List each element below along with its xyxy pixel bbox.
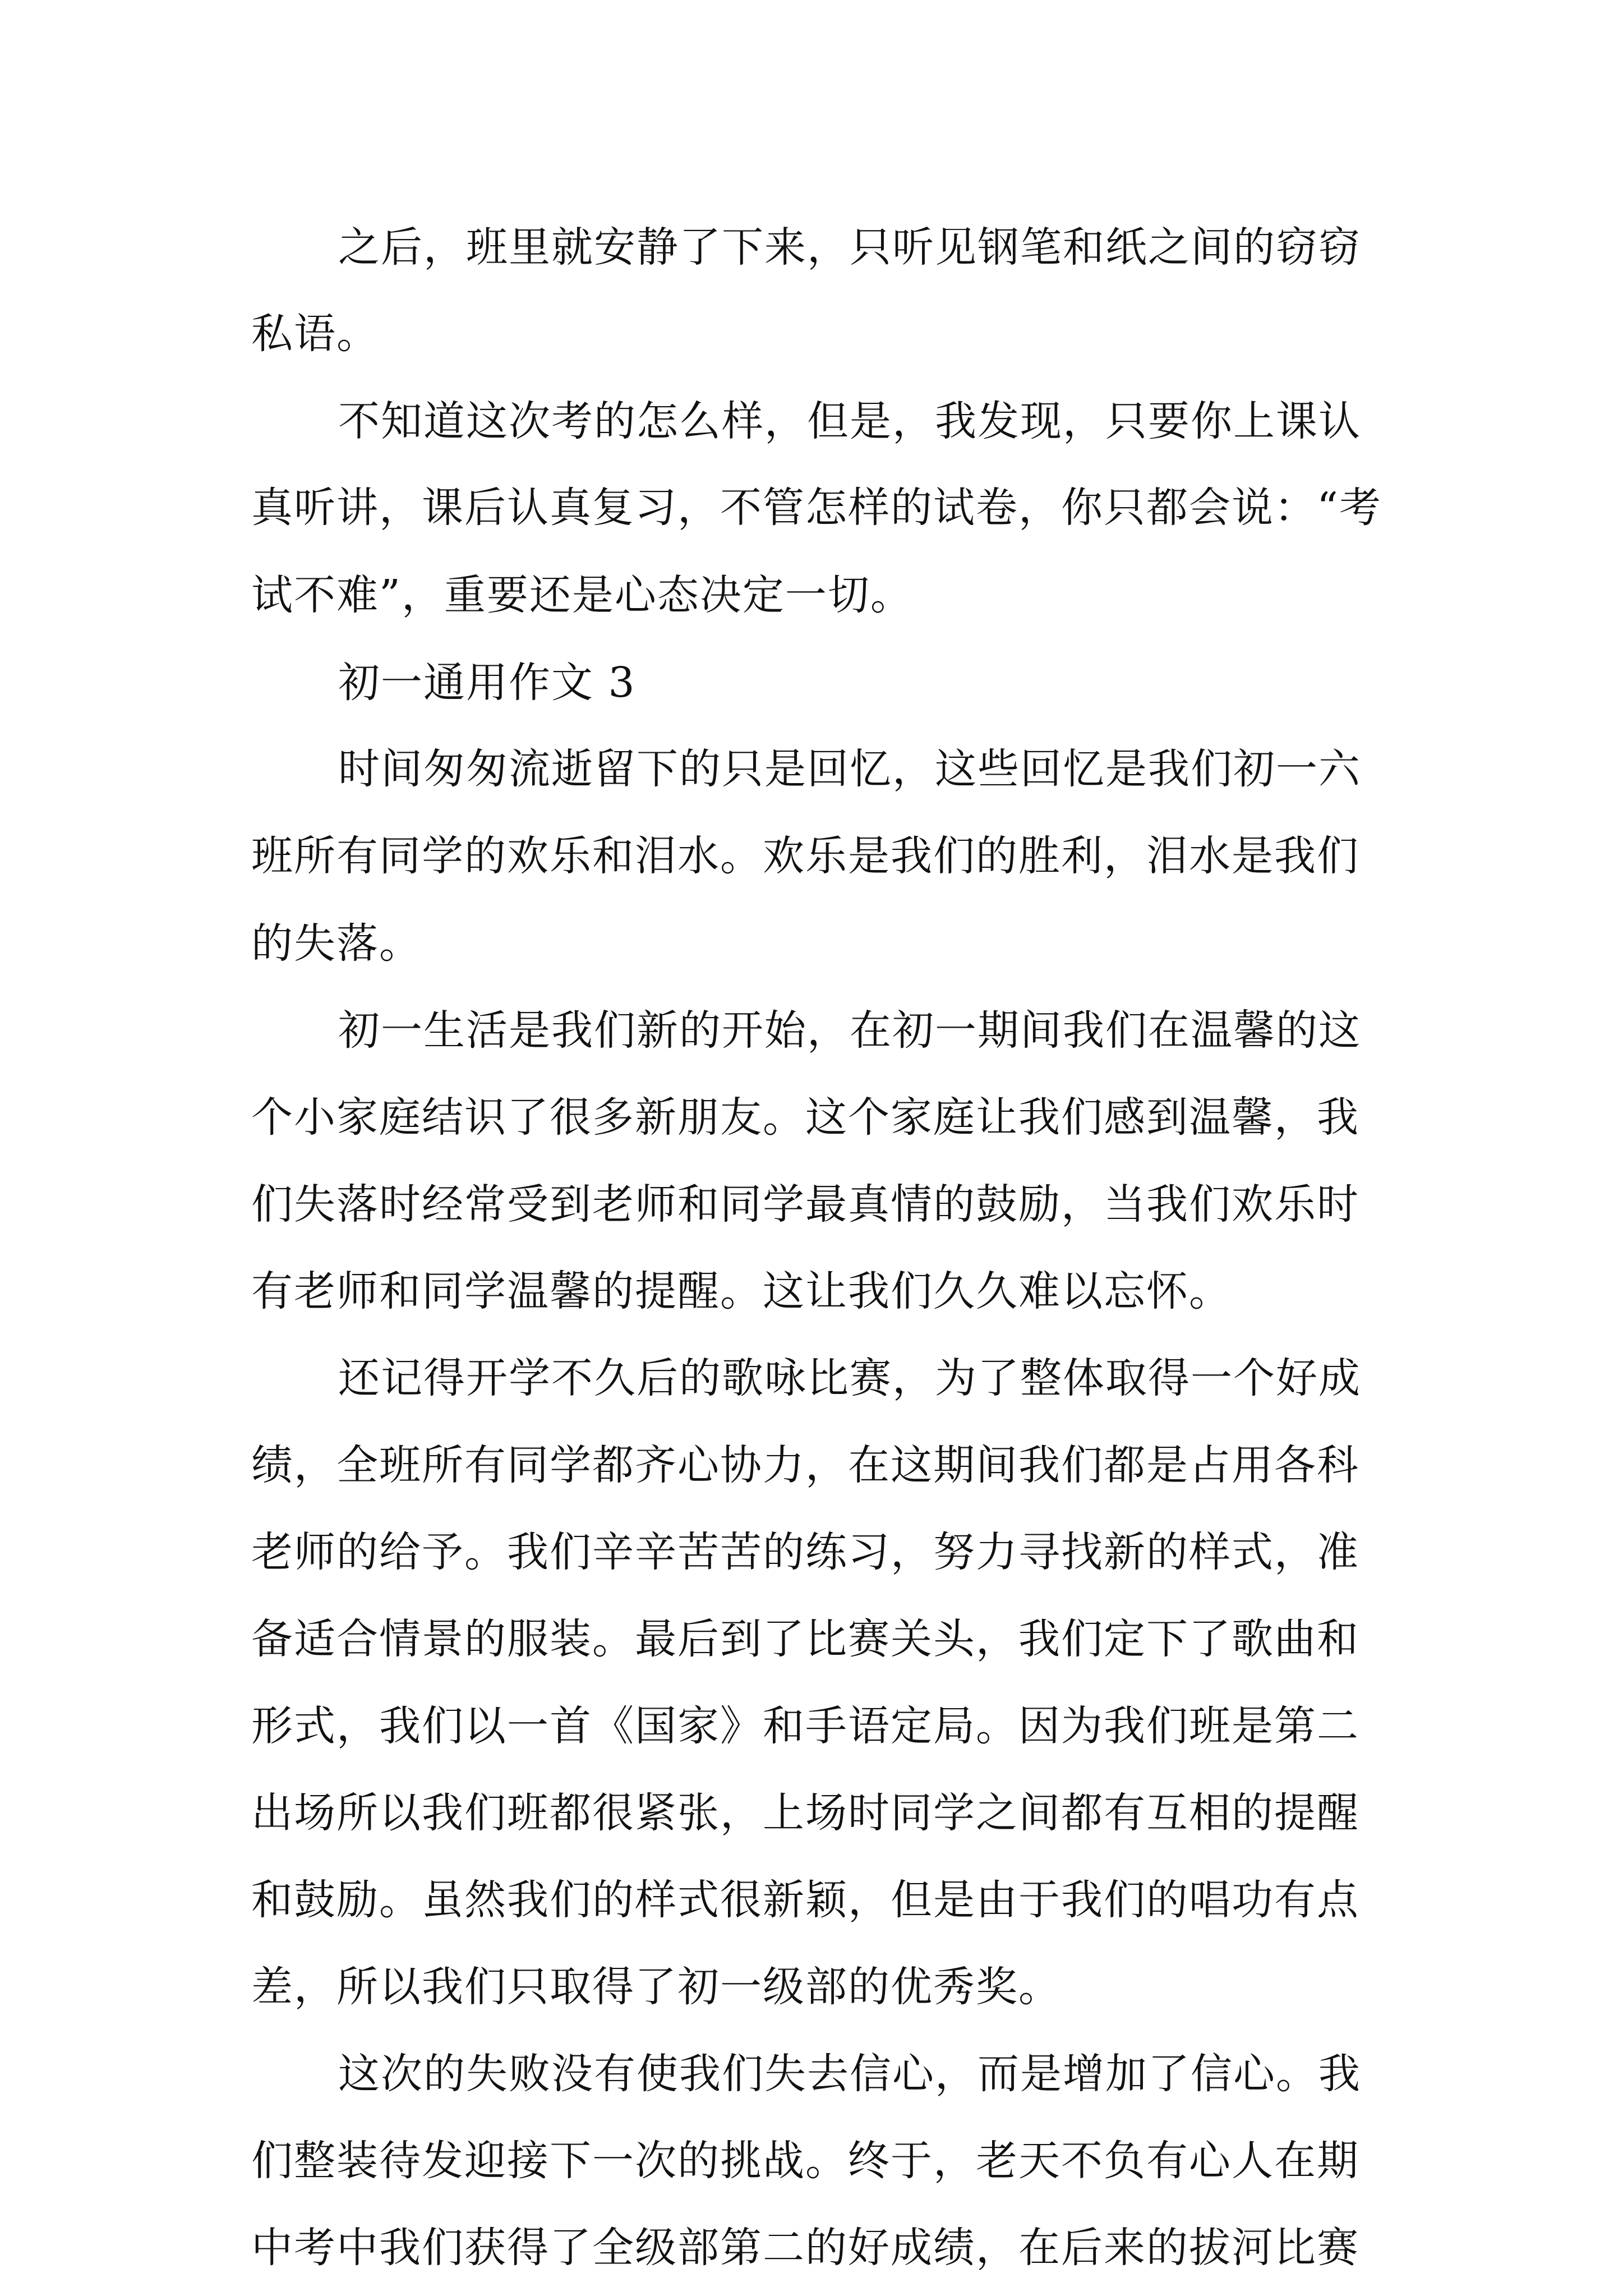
text-line: 备适合情景的服装。最后到了比赛关头，我们定下了歌曲和 (251, 1615, 1359, 1663)
text-line: 还记得开学不久后的歌咏比赛，为了整体取得一个好成 (338, 1354, 1361, 1402)
text-line: 班所有同学的欢乐和泪水。欢乐是我们的胜利，泪水是我们 (251, 832, 1359, 880)
text-line: 出场所以我们班都很紧张，上场时同学之间都有互相的提醒 (251, 1789, 1359, 1837)
text-line: 真听讲，课后认真复习，不管怎样的试卷，你只都会说：“考 (251, 484, 1382, 532)
text-line: 形式，我们以一首《国家》和手语定局。因为我们班是第二 (251, 1702, 1359, 1750)
text-line: 时间匆匆流逝留下的只是回忆，这些回忆是我们初一六 (338, 745, 1361, 793)
text-line: 和鼓励。虽然我们的样式很新颖，但是由于我们的唱功有点 (251, 1876, 1359, 1924)
text-line: 们失落时经常受到老师和同学最真情的鼓励，当我们欢乐时 (251, 1180, 1359, 1228)
text-line: 试不难”，重要还是心态决定一切。 (251, 571, 913, 619)
text-line: 老师的给予。我们辛辛苦苦的练习，努力寻找新的样式，准 (251, 1528, 1359, 1576)
text-line: 们整装待发迎接下一次的挑战。终于，老天不负有心人在期 (251, 2137, 1359, 2185)
text-line: 绩，全班所有同学都齐心协力，在这期间我们都是占用各科 (251, 1441, 1359, 1489)
text-line: 私语。 (251, 310, 379, 358)
section-heading: 初一通用作文 3 (338, 659, 636, 707)
text-line: 不知道这次考的怎么样，但是，我发现，只要你上课认 (338, 397, 1361, 445)
text-line: 初一生活是我们新的开始，在初一期间我们在温馨的这 (338, 1006, 1361, 1055)
text-line: 中考中我们获得了全级部第二的好成绩，在后来的拔河比赛 (251, 2224, 1359, 2272)
text-line: 的失落。 (251, 919, 422, 968)
text-line: 之后，班里就安静了下来，只听见钢笔和纸之间的窃窃 (338, 223, 1361, 272)
text-line: 有老师和同学温馨的提醒。这让我们久久难以忘怀。 (251, 1267, 1232, 1315)
text-line: 差，所以我们只取得了初一级部的优秀奖。 (251, 1963, 1061, 2011)
text-line: 个小家庭结识了很多新朋友。这个家庭让我们感到温馨，我 (251, 1093, 1359, 1142)
text-line: 这次的失败没有使我们失去信心，而是增加了信心。我 (338, 2050, 1361, 2098)
